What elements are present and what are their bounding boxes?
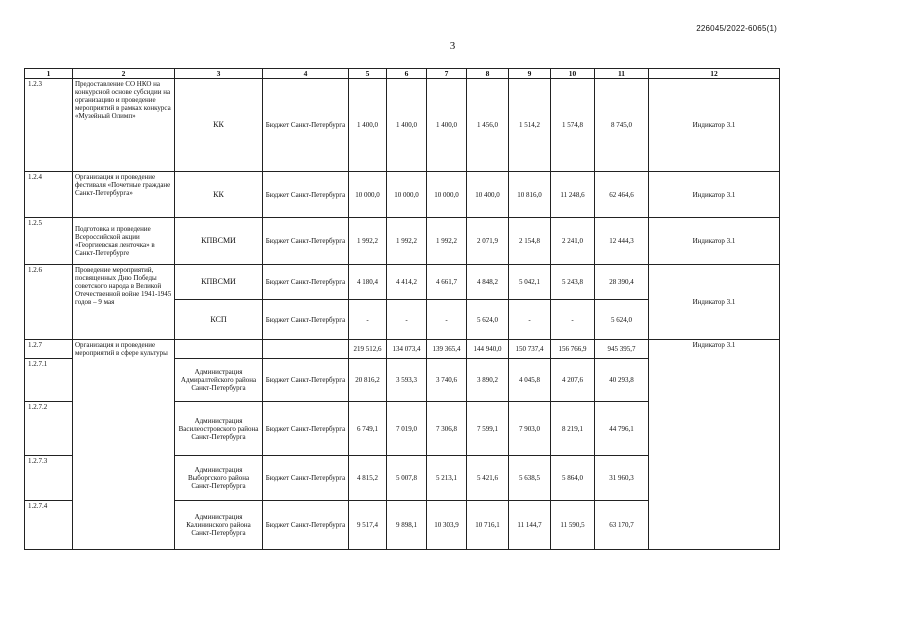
value-cell: 7 903,0 — [509, 402, 551, 456]
executor: Администрация Василеостровского района Санкт-Петербурга — [175, 402, 263, 456]
total-cell: 945 395,7 — [595, 340, 649, 359]
value-cell: 5 213,1 — [427, 456, 467, 501]
table-header-row — [25, 69, 780, 79]
value-cell: 1 574,8 — [551, 79, 595, 172]
row-number: 1.2.6 — [25, 265, 73, 340]
indicator: Индикатор 3.1 — [649, 172, 780, 218]
funding-source: Бюджет Санкт-Петербурга — [263, 172, 349, 218]
header-cell: 8 — [467, 69, 509, 79]
value-cell: 7 019,0 — [387, 402, 427, 456]
value-cell: 5 042,1 — [509, 265, 551, 300]
value-cell: - — [387, 300, 427, 340]
total-cell: 12 444,3 — [595, 218, 649, 265]
budget-table — [24, 68, 780, 550]
value-cell: 4 207,6 — [551, 359, 595, 402]
value-cell: 4 045,8 — [509, 359, 551, 402]
value-cell: 10 000,0 — [387, 172, 427, 218]
executor: Администрация Выборгского района Санкт-Петербурга — [175, 456, 263, 501]
header-cell: 7 — [427, 69, 467, 79]
value-cell: 9 517,4 — [349, 501, 387, 550]
header-cell: 5 — [349, 69, 387, 79]
event-name: Организация и проведение фестиваля «Почетные граждане Санкт-Петербурга» — [73, 172, 175, 218]
executor — [175, 340, 263, 359]
value-cell: 134 073,4 — [387, 340, 427, 359]
value-cell: 10 816,0 — [509, 172, 551, 218]
value-cell: 219 512,6 — [349, 340, 387, 359]
header-cell: 4 — [263, 69, 349, 79]
total-cell: 8 745,0 — [595, 79, 649, 172]
value-cell: 8 219,1 — [551, 402, 595, 456]
total-cell: 40 293,8 — [595, 359, 649, 402]
table-row — [25, 340, 780, 359]
table-row — [25, 218, 780, 265]
value-cell: 20 816,2 — [349, 359, 387, 402]
value-cell: 11 248,6 — [551, 172, 595, 218]
value-cell: 11 590,5 — [551, 501, 595, 550]
value-cell: 3 890,2 — [467, 359, 509, 402]
header-cell: 2 — [73, 69, 175, 79]
value-cell: 3 740,6 — [427, 359, 467, 402]
value-cell: 3 593,3 — [387, 359, 427, 402]
total-cell: 28 390,4 — [595, 265, 649, 300]
funding-source: Бюджет Санкт-Петербурга — [263, 501, 349, 550]
table-row — [25, 172, 780, 218]
value-cell: 2 241,0 — [551, 218, 595, 265]
row-number: 1.2.7 — [25, 340, 73, 359]
value-cell: 144 940,0 — [467, 340, 509, 359]
value-cell: 5 624,0 — [467, 300, 509, 340]
executor: КК — [175, 172, 263, 218]
funding-source: Бюджет Санкт-Петербурга — [263, 79, 349, 172]
row-number: 1.2.7.1 — [25, 359, 73, 402]
value-cell: 10 716,1 — [467, 501, 509, 550]
header-cell: 3 — [175, 69, 263, 79]
header-cell: 12 — [649, 69, 780, 79]
value-cell: 7 599,1 — [467, 402, 509, 456]
value-cell: 9 898,1 — [387, 501, 427, 550]
table-row — [25, 79, 780, 172]
row-number: 1.2.4 — [25, 172, 73, 218]
funding-source: Бюджет Санкт-Петербурга — [263, 218, 349, 265]
value-cell: 5 421,6 — [467, 456, 509, 501]
funding-source: Бюджет Санкт-Петербурга — [263, 456, 349, 501]
event-name: Подготовка и проведение Всероссийской акции «Георгиевская ленточка» в Санкт-Петербурге — [73, 218, 175, 265]
executor: КПВСМИ — [175, 218, 263, 265]
indicator: Индикатор 3.1 — [649, 218, 780, 265]
event-name: Предоставление СО НКО на конкурсной основе субсидии на организацию и проведение мероприятий в рамках конкурса «Музейный Олимп» — [73, 79, 175, 172]
value-cell: 1 400,0 — [427, 79, 467, 172]
value-cell: 6 749,1 — [349, 402, 387, 456]
value-cell: 5 007,8 — [387, 456, 427, 501]
header-cell: 10 — [551, 69, 595, 79]
value-cell: 1 400,0 — [387, 79, 427, 172]
row-number: 1.2.7.3 — [25, 456, 73, 501]
row-number: 1.2.7.4 — [25, 501, 73, 550]
value-cell: 4 815,2 — [349, 456, 387, 501]
value-cell: 10 303,9 — [427, 501, 467, 550]
value-cell: 2 154,8 — [509, 218, 551, 265]
funding-source: Бюджет Санкт-Петербурга — [263, 300, 349, 340]
value-cell: 150 737,4 — [509, 340, 551, 359]
total-cell: 31 960,3 — [595, 456, 649, 501]
indicator: Индикатор 3.1 — [649, 340, 780, 550]
value-cell: 1 992,2 — [427, 218, 467, 265]
row-number: 1.2.7.2 — [25, 402, 73, 456]
funding-source: Бюджет Санкт-Петербурга — [263, 402, 349, 456]
value-cell: 5 243,8 — [551, 265, 595, 300]
total-cell: 5 624,0 — [595, 300, 649, 340]
total-cell: 62 464,6 — [595, 172, 649, 218]
executor: КСП — [175, 300, 263, 340]
value-cell: 4 414,2 — [387, 265, 427, 300]
indicator: Индикатор 3.1 — [649, 79, 780, 172]
header-cell: 11 — [595, 69, 649, 79]
value-cell: 4 661,7 — [427, 265, 467, 300]
value-cell: 156 766,9 — [551, 340, 595, 359]
row-number: 1.2.3 — [25, 79, 73, 172]
executor: КК — [175, 79, 263, 172]
value-cell: 1 456,0 — [467, 79, 509, 172]
table-row — [25, 265, 780, 300]
value-cell: 1 400,0 — [349, 79, 387, 172]
funding-source: Бюджет Санкт-Петербурга — [263, 359, 349, 402]
value-cell: - — [551, 300, 595, 340]
value-cell: 5 864,0 — [551, 456, 595, 501]
value-cell: 4 848,2 — [467, 265, 509, 300]
value-cell: 10 000,0 — [349, 172, 387, 218]
header-cell: 6 — [387, 69, 427, 79]
value-cell: - — [349, 300, 387, 340]
executor: Администрация Адмиралтейского района Санкт-Петербурга — [175, 359, 263, 402]
value-cell: 4 180,4 — [349, 265, 387, 300]
value-cell: 7 306,8 — [427, 402, 467, 456]
executor: Администрация Калининского района Санкт-Петербурга — [175, 501, 263, 550]
value-cell: 11 144,7 — [509, 501, 551, 550]
header-cell: 9 — [509, 69, 551, 79]
event-name: Проведение мероприятий, посвященных Дню Победы советского народа в Великой Отечественной войне 1941-1945 годов – 9 мая — [73, 265, 175, 340]
funding-source — [263, 340, 349, 359]
indicator: Индикатор 3.1 — [649, 265, 780, 340]
header-cell: 1 — [25, 69, 73, 79]
executor: КПВСМИ — [175, 265, 263, 300]
row-number: 1.2.5 — [25, 218, 73, 265]
value-cell: - — [509, 300, 551, 340]
value-cell: 139 365,4 — [427, 340, 467, 359]
value-cell: 1 992,2 — [387, 218, 427, 265]
funding-source: Бюджет Санкт-Петербурга — [263, 265, 349, 300]
event-name: Организация и проведение мероприятий в сфере культуры — [73, 340, 175, 550]
value-cell: 1 992,2 — [349, 218, 387, 265]
total-cell: 44 796,1 — [595, 402, 649, 456]
value-cell: 5 638,5 — [509, 456, 551, 501]
value-cell: 2 071,9 — [467, 218, 509, 265]
total-cell: 63 170,7 — [595, 501, 649, 550]
value-cell: 10 400,0 — [467, 172, 509, 218]
value-cell: 10 000,0 — [427, 172, 467, 218]
page-number: 3 — [449, 40, 456, 52]
value-cell: 1 514,2 — [509, 79, 551, 172]
document-number: 226045/2022-6065(1) — [696, 24, 777, 33]
value-cell: - — [427, 300, 467, 340]
